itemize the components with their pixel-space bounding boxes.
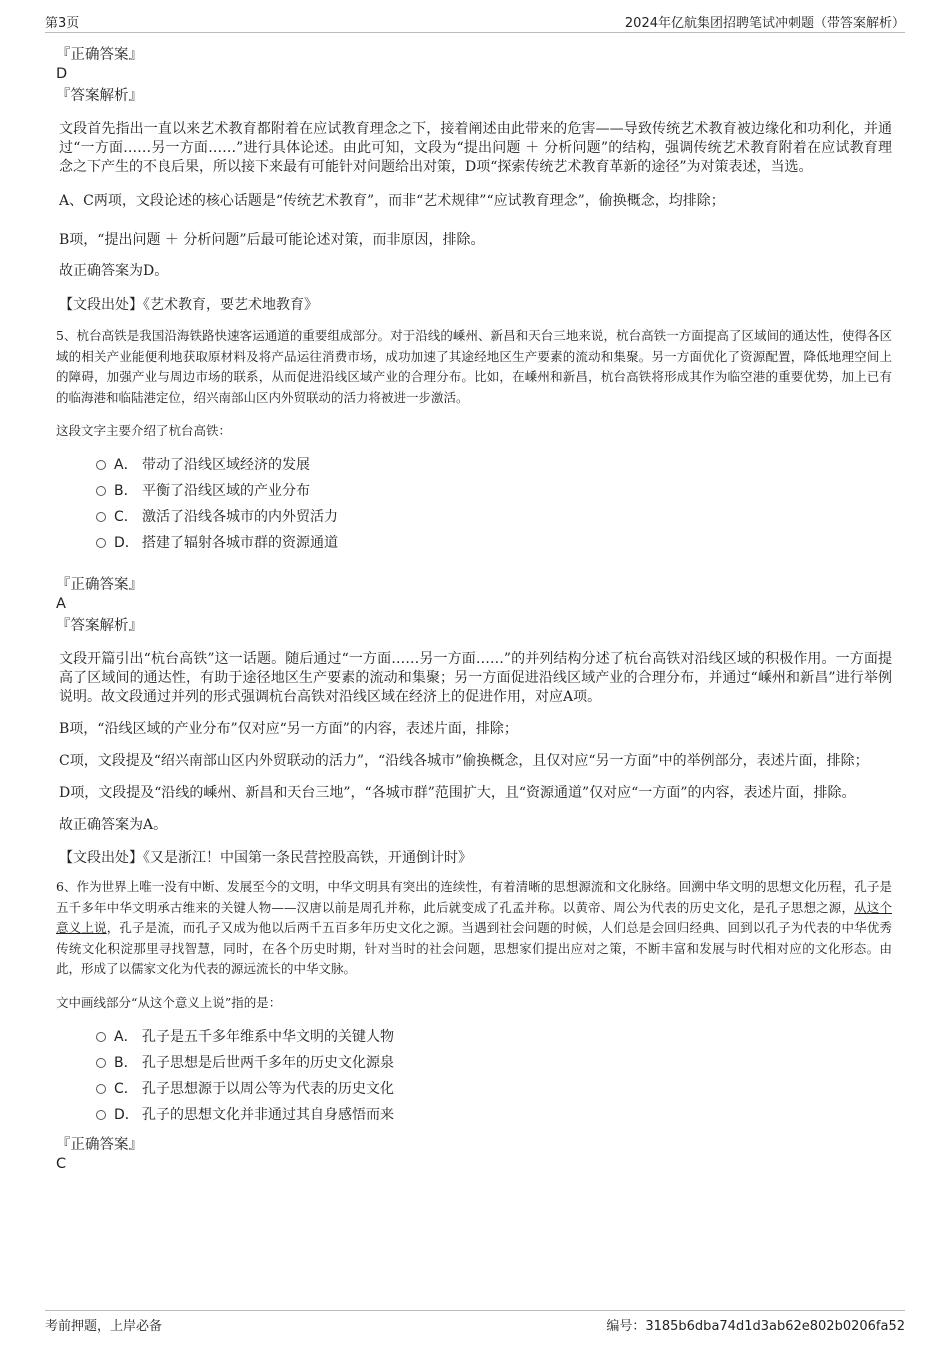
analysis-paragraph: 故正确答案为A。 [59, 817, 168, 833]
radio-icon[interactable] [96, 1058, 106, 1068]
option-d[interactable]: D． 孔子的思想文化并非通过其自身感悟而来 [96, 1102, 892, 1128]
analysis-paragraph: D项，文段提及“沿线的嵊州、新昌和天台三地”，“各城市群”范围扩大，且“资源通道”仅对应“一方面”的内容，表述片面，排除。 [59, 785, 856, 801]
question-stem: 文中画线部分“从这个意义上说”指的是： [56, 994, 282, 1010]
answer-label: 『正确答案』 [56, 1136, 143, 1153]
document-title: 2024年亿航集团招聘笔试冲刺题（带答案解析） [624, 16, 905, 31]
document-code: 编号：3185b6dba74d1d3ab62e802b0206fa52 [606, 1319, 905, 1334]
option-list [96, 452, 892, 556]
page-header [45, 10, 905, 33]
analysis-paragraph: 文段开篇引出“杭台高铁”这一话题。随后通过“一方面……另一方面……”的并列结构分述了杭台高铁对沿线区域的积极作用。一方面提高了区域间的通达性，有助于途径地区生产要素的流动和集聚；另一方面促进沿线区域产业的合理分布，并通过“嵊州和新昌”进行举例说明。故文段通过并列的形式强调杭台高铁对沿线区域在经济上的促进作用，对应A项。 [59, 651, 892, 705]
analysis-paragraph: A、C两项，文段论述的核心话题是“传统艺术教育”，而非“艺术规律”“应试教育理念”，偷换概念，均排除； [59, 193, 725, 209]
radio-icon[interactable] [96, 1084, 106, 1094]
radio-icon[interactable] [96, 486, 106, 496]
option-b[interactable]: B． 平衡了沿线区域的产业分布 [96, 478, 892, 504]
radio-icon[interactable] [96, 460, 106, 470]
source-line: 【文段出处】《艺术教育，要艺术地教育》 [59, 297, 318, 313]
page-content [56, 46, 892, 1173]
radio-icon[interactable] [96, 1110, 106, 1120]
answer-label: 『正确答案』 [56, 577, 143, 593]
answer-label: 『正确答案』 [56, 47, 143, 63]
analysis-paragraph: B项，“提出问题 ＋ 分析问题”后最可能论述对策，而非原因，排除。 [59, 232, 485, 248]
page-footer [45, 1310, 905, 1335]
option-c[interactable]: C． 激活了沿线各城市的内外贸活力 [96, 504, 892, 530]
radio-icon[interactable] [96, 512, 106, 522]
analysis-label: 『答案解析』 [56, 618, 143, 634]
analysis-paragraph: 文段首先指出一直以来艺术教育都附着在应试教育理念之下，接着阐述由此带来的危害——导致传统艺术教育被边缘化和功利化，并通过“一方面……另一方面……”进行具体论述。由此可知，文段为“提出问题 ＋ 分析问题”的结构，强调传统艺术教育附着在应试教育理念之下产生的不良后果，所以接下来最有可能针对问题给出对策，D项“探索传统艺术教育革新的途径”为对策表述，当选。 [59, 121, 892, 175]
option-a[interactable]: A． 带动了沿线区域经济的发展 [96, 452, 892, 478]
correct-answer: D [56, 66, 68, 82]
correct-answer: C [56, 1155, 67, 1172]
option-b[interactable]: B． 孔子思想是后世两千多年的历史文化源泉 [96, 1050, 892, 1076]
source-line: 【文段出处】《又是浙江！中国第一条民营控股高铁，开通倒计时》 [59, 850, 472, 866]
page-number: 第3页 [45, 16, 80, 31]
radio-icon[interactable] [96, 1032, 106, 1042]
question-stem: 这段文字主要介绍了杭台高铁： [56, 423, 232, 438]
underlined-phrase: 从这个意义上说 [56, 899, 892, 935]
correct-answer: A [56, 596, 66, 612]
radio-icon[interactable] [96, 538, 106, 548]
analysis-paragraph: 故正确答案为D。 [59, 263, 169, 279]
analysis-paragraph: C项，文段提及“绍兴南部山区内外贸联动的活力”，“沿线各城市”偷换概念，且仅对应“另一方面”中的举例部分，表述片面，排除； [59, 753, 869, 769]
question-passage: 6、作为世界上唯一没有中断、发展至今的文明，中华文明具有突出的连续性，有着清晰的思想源流和文化脉络。回溯中华文明的思想文化历程，孔子是五千多年中华文明承古维来的关键人物——汉唐以前是周孔并称，此后就变成了孔孟并称。以黄帝、周公为代表的历史文化，是孔子思想之源，从这个意义上说，孔子是流，而孔子又成为他以后两千五百多年历史文化之源。当遇到社会问题的时候，人们总是会回归经典、回到以孔子为代表的中华优秀传统文化积淀那里寻找智慧，同时，在各个历史时期，针对当时的社会问题，思想家们提出应对之策，不断丰富和发展与时代相对应的文化形态。由此，形成了以儒家文化为代表的源远流长的中华文脉。 [56, 879, 892, 976]
option-c[interactable]: C． 孔子思想源于以周公等为代表的历史文化 [96, 1076, 892, 1102]
option-a[interactable]: A． 孔子是五千多年维系中华文明的关键人物 [96, 1024, 892, 1050]
option-d[interactable]: D． 搭建了辐射各城市群的资源通道 [96, 530, 892, 556]
option-list [96, 1024, 892, 1128]
analysis-paragraph: B项，“沿线区域的产业分布”仅对应“另一方面”的内容，表述片面，排除； [59, 721, 518, 737]
footer-slogan: 考前押题，上岸必备 [45, 1319, 163, 1334]
question-passage: 5、杭台高铁是我国沿海铁路快速客运通道的重要组成部分。对于沿线的嵊州、新昌和天台三地来说，杭台高铁一方面提高了区域间的通达性，使得各区域的相关产业能便利地获取原材料及将产品运往消费市场，成功加速了其途经地区生产要素的流动和集聚。另一方面优化了资源配置，降低地理空间上的障碍，加强产业与周边市场的联系，从而促进沿线区域产业的合理分布。比如，在嵊州和新昌，杭台高铁将形成其作为临空港的重要优势，加上已有的临海港和临陆港定位，绍兴南部山区内外贸联动的活力将被进一步激活。 [56, 328, 892, 405]
analysis-label: 『答案解析』 [56, 88, 143, 104]
